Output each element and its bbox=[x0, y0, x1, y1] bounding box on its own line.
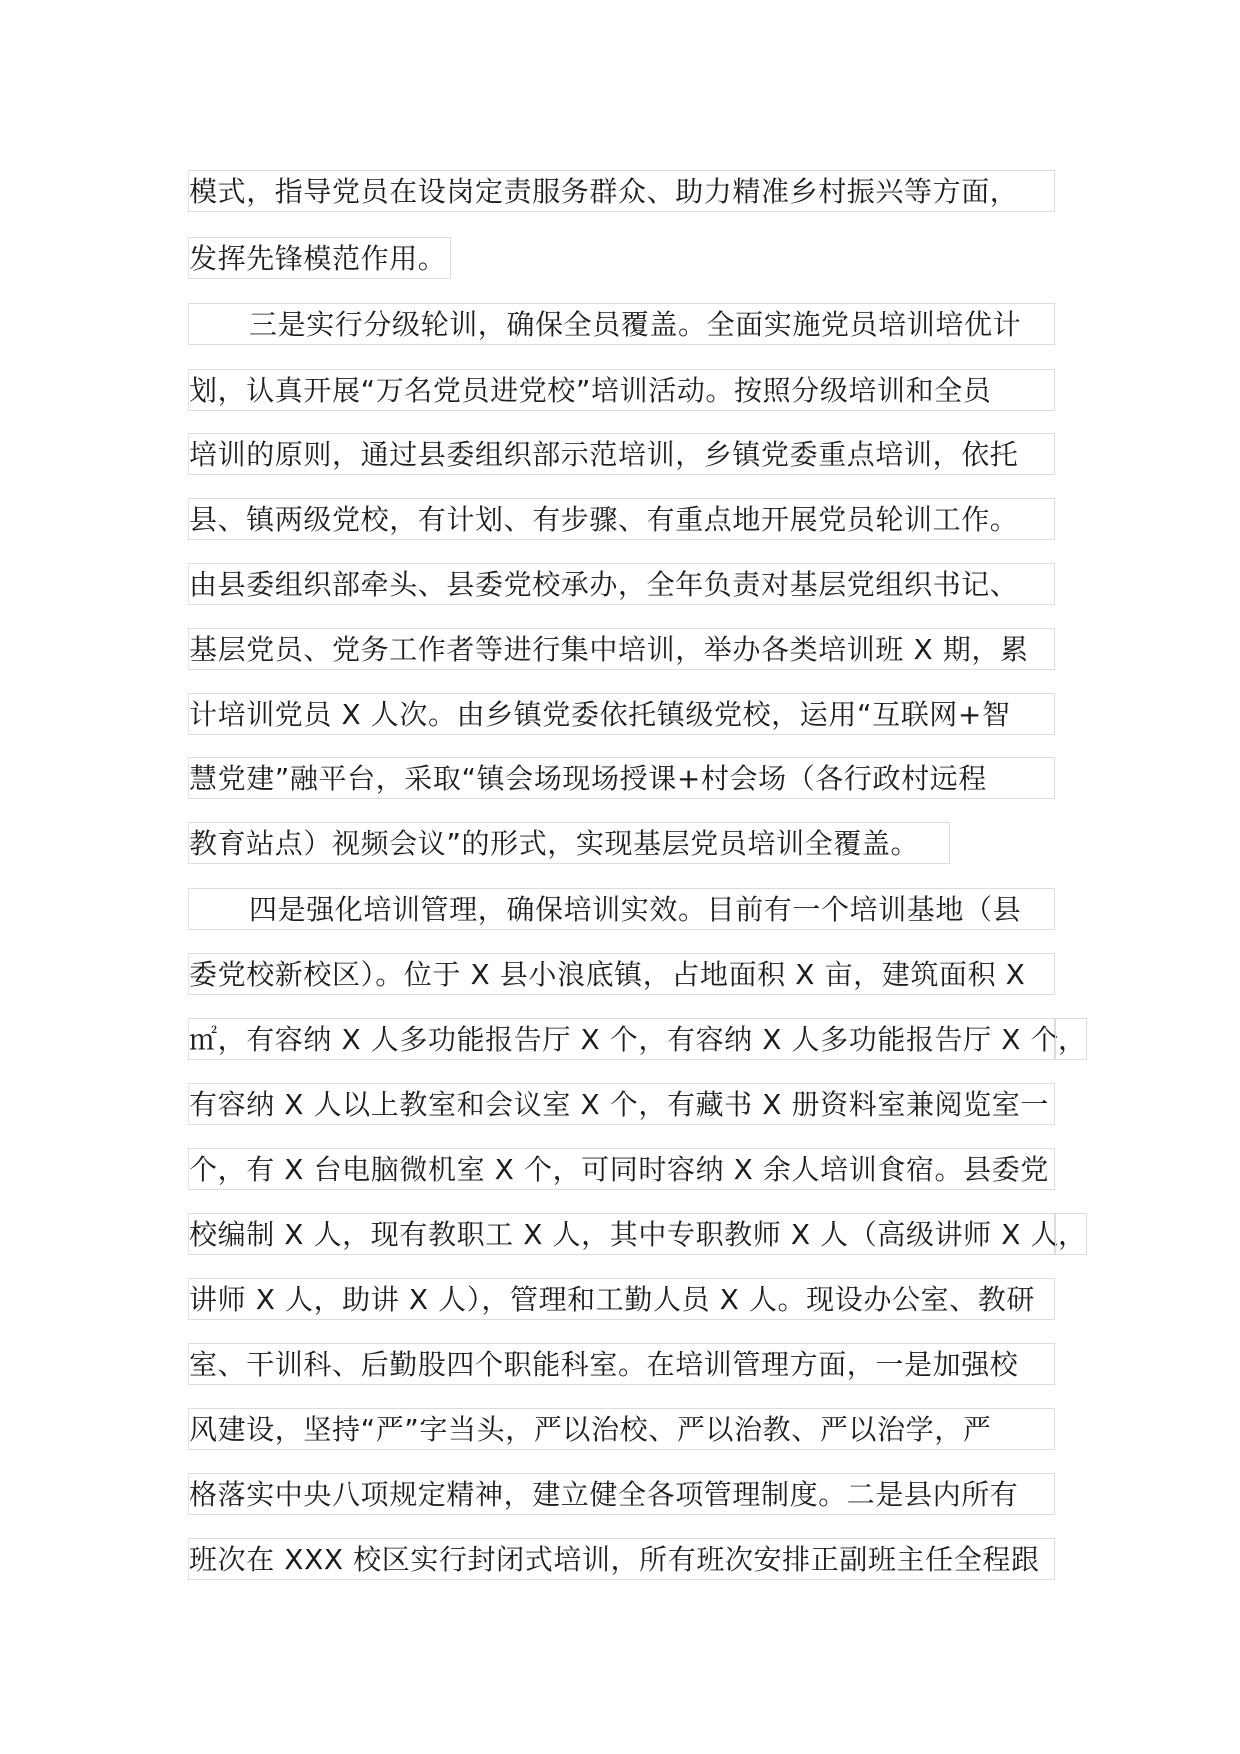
text-line-13: 委党校新校区）。位于 X 县小浪底镇，占地面积 X 亩，建筑面积 X bbox=[188, 953, 1055, 995]
text-line-6: 县、镇两级党校，有计划、有步骤、有重点地开展党员轮训工作。 bbox=[188, 498, 1055, 540]
text-line-9: 计培训党员 X 人次。由乡镇党委依托镇级党校，运用“互联网+智 bbox=[188, 693, 1055, 735]
text-line-14: ㎡，有容纳 X 人多功能报告厅 X 个，有容纳 X 人多功能报告厅 X 个 bbox=[188, 1018, 1055, 1060]
text-line-22: 班次在 XXX 校区实行封闭式培训，所有班次安排正副班主任全程跟 bbox=[188, 1538, 1055, 1580]
text-line-19: 室、干训科、后勤股四个职能科室。在培训管理方面，一是加强校 bbox=[188, 1343, 1055, 1385]
text-line-2: 发挥先锋模范作用。 bbox=[188, 237, 451, 279]
text-line-12: 四是强化培训管理，确保培训实效。目前有一个培训基地（县 bbox=[188, 888, 1055, 930]
text-line-11: 教育站点）视频会议”的形式，实现基层党员培训全覆盖。 bbox=[188, 822, 950, 864]
text-line-1: 模式，指导党员在设岗定责服务群众、助力精准乡村振兴等方面， bbox=[188, 170, 1055, 212]
text-line-15: 有容纳 X 人以上教室和会议室 X 个，有藏书 X 册资料室兼阅览室一 bbox=[188, 1083, 1055, 1125]
text-line-16: 个，有 X 台电脑微机室 X 个，可同时容纳 X 余人培训食宿。县委党 bbox=[188, 1148, 1055, 1190]
text-line-8: 基层党员、党务工作者等进行集中培训，举办各类培训班 X 期，累 bbox=[188, 628, 1055, 670]
text-line-18: 讲师 X 人，助讲 X 人），管理和工勤人员 X 人。现设办公室、教研 bbox=[188, 1278, 1055, 1320]
text-line-21: 格落实中央八项规定精神，建立健全各项管理制度。二是县内所有 bbox=[188, 1473, 1055, 1515]
text-line-3: 三是实行分级轮训，确保全员覆盖。全面实施党员培训培优计 bbox=[188, 303, 1055, 345]
text-line-4: 划，认真开展“万名党员进党校”培训活动。按照分级培训和全员 bbox=[188, 369, 1055, 411]
text-line-7: 由县委组织部牵头、县委党校承办，全年负责对基层党组织书记、 bbox=[188, 563, 1055, 605]
overflow-comma-1: ， bbox=[1055, 1018, 1087, 1060]
text-line-20: 风建设，坚持“严”字当头，严以治校、严以治教、严以治学，严 bbox=[188, 1408, 1055, 1450]
text-line-17: 校编制 X 人，现有教职工 X 人，其中专职教师 X 人（高级讲师 X 人 bbox=[188, 1213, 1055, 1255]
text-line-5: 培训的原则，通过县委组织部示范培训，乡镇党委重点培训，依托 bbox=[188, 433, 1055, 475]
text-line-10: 慧党建”融平台，采取“镇会场现场授课+村会场（各行政村远程 bbox=[188, 757, 1055, 799]
overflow-comma-2: ， bbox=[1055, 1213, 1087, 1255]
